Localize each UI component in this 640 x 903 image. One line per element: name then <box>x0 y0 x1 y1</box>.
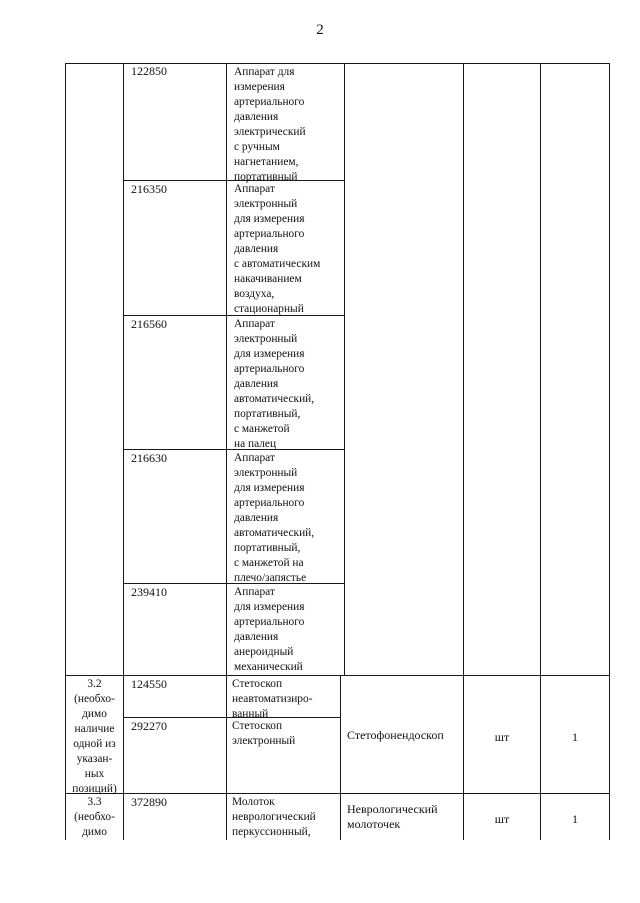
device-code: 216630 <box>131 451 167 465</box>
device-code: 216560 <box>131 317 167 331</box>
column-divider <box>344 63 345 675</box>
quantity: 1 <box>572 730 578 744</box>
equipment-type: Стетофонендоскоп <box>347 728 444 742</box>
device-name: Аппарат для измерения артериального давления анероидный механический <box>234 586 305 673</box>
table-right-border <box>609 63 610 840</box>
column-divider <box>340 675 341 840</box>
column-divider <box>463 63 464 840</box>
row-number-3-2: 3.2 (необхо- димо наличие одной из указан- ных позиций) <box>72 678 117 795</box>
unit: шт <box>494 812 510 826</box>
unit: шт <box>494 730 510 744</box>
quantity: 1 <box>572 812 578 826</box>
row-divider <box>65 675 610 676</box>
page-number: 2 <box>316 22 324 38</box>
item-code: 292270 <box>131 719 167 733</box>
item-code: 372890 <box>131 795 167 809</box>
equipment-type: Неврологический молоточек <box>347 802 438 831</box>
row-divider <box>65 793 610 794</box>
device-code: 216350 <box>131 182 167 196</box>
item-name: Стетоскоп электронный <box>232 720 296 747</box>
device-code: 239410 <box>131 585 167 599</box>
column-divider <box>123 63 124 840</box>
column-divider <box>226 63 227 840</box>
device-name: Аппарат электронный для измерения артериального давления с автоматическим накачиванием воздуха, стационарный <box>234 183 321 315</box>
column-divider <box>540 63 541 840</box>
device-name: Аппарат электронный для измерения артериального давления автоматический, портативный, с манжетой на плечо/запястье <box>234 452 315 584</box>
row-number-3-3: 3.3 (необхо- димо <box>74 796 115 838</box>
device-name: Аппарат электронный для измерения артериального давления автоматический, портативный, с манжетой на палец <box>234 318 315 450</box>
item-name: Молоток неврологический перкуссионный, <box>232 796 316 838</box>
device-name: Аппарат для измерения артериального давления электрический с ручным нагнетанием, портативный <box>234 66 306 183</box>
item-name: Стетоскоп неавтоматизиро- ванный <box>232 678 313 720</box>
item-code: 124550 <box>131 677 167 691</box>
device-code: 122850 <box>131 64 167 78</box>
